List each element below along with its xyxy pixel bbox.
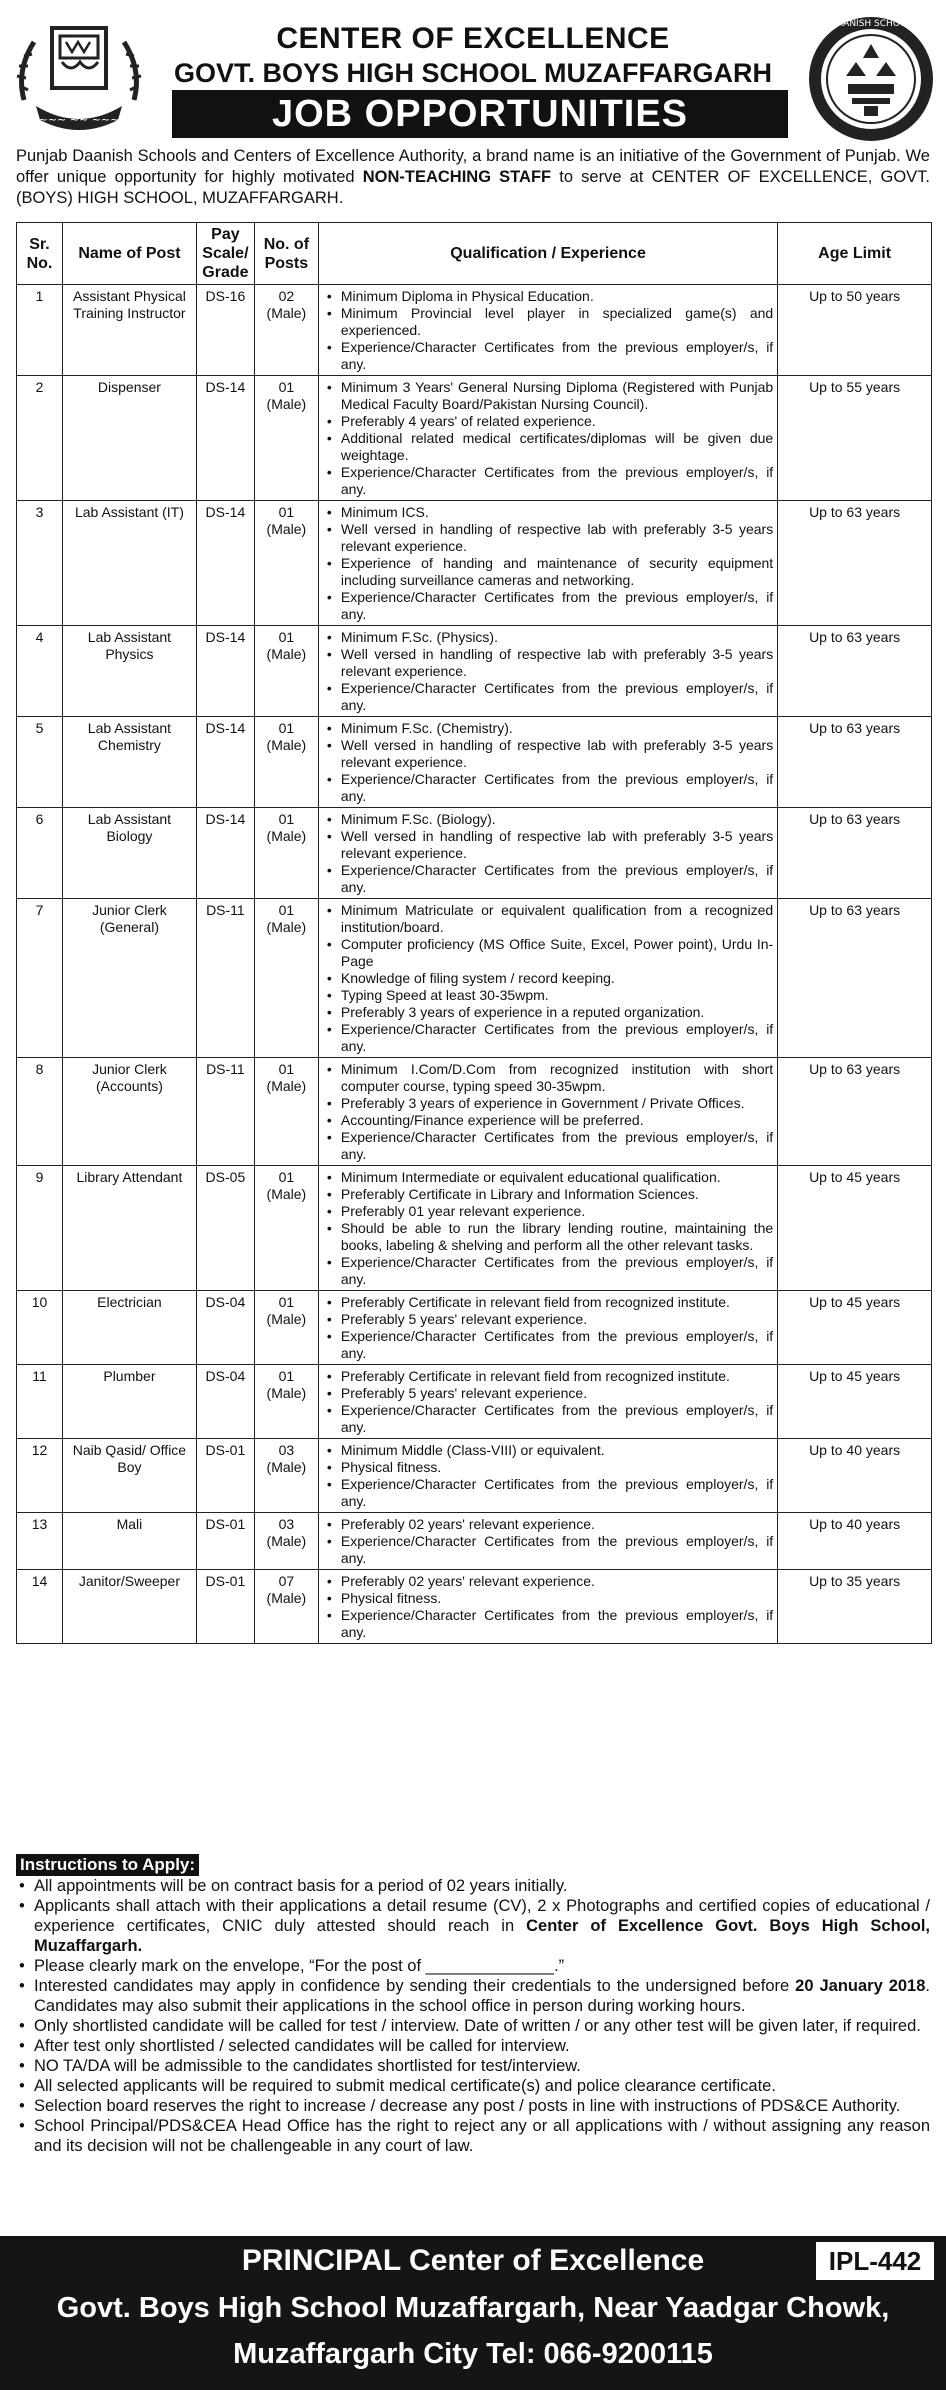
col-header-posts: No. of Posts [254, 223, 318, 285]
qualification-item: • Experience/Character Certificates from the previous employer/s, if any. [323, 1533, 773, 1567]
col-header-scale: Pay Scale/ Grade [196, 223, 254, 285]
table-row [17, 1513, 932, 1570]
cell-posts [254, 1365, 318, 1439]
job-opportunities-banner: JOB OPPORTUNITIES [172, 90, 788, 138]
cell-posts [254, 1439, 318, 1513]
table-row [17, 1570, 932, 1644]
post-count: 01 [278, 902, 295, 918]
instruction-item: • School Principal/PDS&CEA Head Office has the right to reject any or all applications with / without assigning any reason and its decision will not be challengeable in any court of law. [16, 2116, 930, 2156]
instruction-item: • NO TA/DA will be admissible to the candidates shortlisted for test/interview. [16, 2056, 930, 2076]
cell-posts [254, 1058, 318, 1166]
qualification-item: • Experience of handing and maintenance of security equipment including surveillance cameras and networking. [323, 555, 773, 589]
intro-emphasis: NON-TEACHING STAFF [362, 168, 552, 186]
cell-scale: DS-14 [196, 376, 254, 501]
cell-scale: DS-01 [196, 1570, 254, 1644]
qualification-item: • Minimum Diploma in Physical Education. [323, 288, 773, 305]
cell-age: Up to 45 years [778, 1365, 932, 1439]
table-row [17, 1166, 932, 1291]
qualification-item: • Well versed in handling of respective lab with preferably 3-5 years relevant experience. [323, 737, 773, 771]
post-gender: (Male) [266, 305, 307, 321]
school-name: GOVT. BOYS HIGH SCHOOL MUZAFFARGARH [173, 58, 773, 88]
cell-sr: 9 [17, 1166, 63, 1291]
cell-age: Up to 40 years [778, 1439, 932, 1513]
cell-age: Up to 55 years [778, 376, 932, 501]
qualification-item: • Minimum Matriculate or equivalent qualification from a recognized institution/board. [323, 902, 773, 936]
cell-sr: 10 [17, 1291, 63, 1365]
qualification-item: • Minimum Middle (Class-VIII) or equivalent. [323, 1442, 773, 1459]
qualification-item: • Minimum ICS. [323, 504, 773, 521]
table-row [17, 1058, 932, 1166]
cell-post: Lab Assistant Biology [62, 808, 196, 899]
post-gender: (Male) [266, 521, 307, 537]
instruction-item: • Interested candidates may apply in confidence by sending their credentials to the undersigned before 20 January 2018. Candidates may also submit their applications in the school office in person during working hours. [16, 1976, 930, 2016]
cell-sr: 4 [17, 626, 63, 717]
post-count: 01 [278, 629, 295, 645]
cell-scale: DS-04 [196, 1365, 254, 1439]
post-gender: (Male) [266, 1311, 307, 1327]
post-gender: (Male) [266, 1459, 307, 1475]
cell-age: Up to 63 years [778, 626, 932, 717]
table-row [17, 899, 932, 1058]
post-count: 01 [278, 1368, 295, 1384]
cell-scale: DS-04 [196, 1291, 254, 1365]
post-gender: (Male) [266, 646, 307, 662]
cell-post: Junior Clerk (Accounts) [62, 1058, 196, 1166]
cell-age: Up to 35 years [778, 1570, 932, 1644]
post-count: 01 [278, 1294, 295, 1310]
daanish-school-seal-icon [806, 14, 936, 144]
post-gender: (Male) [266, 1533, 307, 1549]
qualification-item: • Physical fitness. [323, 1459, 773, 1476]
col-header-age: Age Limit [778, 223, 932, 285]
qualification-item: • Experience/Character Certificates from the previous employer/s, if any. [323, 862, 773, 896]
cell-sr: 6 [17, 808, 63, 899]
post-gender: (Male) [266, 1078, 307, 1094]
qualification-item: • Typing Speed at least 30-35wpm. [323, 987, 773, 1004]
qualification-item: • Experience/Character Certificates from the previous employer/s, if any. [323, 1402, 773, 1436]
post-gender: (Male) [266, 1385, 307, 1401]
intro-paragraph: Punjab Daanish Schools and Centers of Excellence Authority, a brand name is an initiative of the Government of Punjab. We offer unique opportunity for highly motivated NON-TEACHING STAFF to serve at CENTER OF EXCELLENCE, GOVT. (BOYS) HIGH SCHOOL, MUZAFFARGARH. [16, 147, 931, 207]
cell-qualification [318, 1439, 777, 1513]
cell-age: Up to 63 years [778, 501, 932, 626]
qualification-item: • Experience/Character Certificates from the previous employer/s, if any. [323, 1021, 773, 1055]
qualification-item: • Preferably 4 years' of related experience. [323, 413, 773, 430]
cell-qualification [318, 285, 777, 376]
table-row [17, 501, 932, 626]
cell-posts [254, 285, 318, 376]
cell-scale: DS-16 [196, 285, 254, 376]
cell-scale: DS-11 [196, 899, 254, 1058]
cell-sr: 5 [17, 717, 63, 808]
cell-age: Up to 63 years [778, 717, 932, 808]
seal-lettering: DAANISH SCHOOL [829, 19, 913, 29]
cell-sr: 14 [17, 1570, 63, 1644]
qualification-item: • Well versed in handling of respective lab with preferably 3-5 years relevant experience. [323, 646, 773, 680]
cell-post: Assistant Physical Training Instructor [62, 285, 196, 376]
cell-posts [254, 501, 318, 626]
cell-age: Up to 63 years [778, 808, 932, 899]
cell-post: Plumber [62, 1365, 196, 1439]
footer-principal: PRINCIPAL Center of Excellence [241, 2244, 705, 2277]
cell-posts [254, 899, 318, 1058]
col-header-qualification: Qualification / Experience [318, 223, 777, 285]
post-count: 01 [278, 1061, 295, 1077]
qualification-item: • Preferably 02 years' relevant experience. [323, 1516, 773, 1533]
cell-post: Junior Clerk (General) [62, 899, 196, 1058]
qualification-item: • Preferably 01 year relevant experience. [323, 1203, 773, 1220]
cell-qualification [318, 626, 777, 717]
cell-scale: DS-05 [196, 1166, 254, 1291]
table-row [17, 717, 932, 808]
cell-qualification [318, 1365, 777, 1439]
cell-posts [254, 717, 318, 808]
qualification-item: • Preferably 02 years' relevant experience. [323, 1573, 773, 1590]
header [0, 0, 946, 146]
jobs-table-body [17, 285, 932, 1644]
cell-qualification [318, 1291, 777, 1365]
qualification-item: • Additional related medical certificates/diplomas will be given due weightage. [323, 430, 773, 464]
qualification-item: • Experience/Character Certificates from the previous employer/s, if any. [323, 771, 773, 805]
cell-post: Mali [62, 1513, 196, 1570]
cell-post: Naib Qasid/ Office Boy [62, 1439, 196, 1513]
instruction-item: • Only shortlisted candidate will be called for test / interview. Date of written / or any other test will be given later, if required. [16, 2016, 930, 2036]
qualification-item: • Preferably Certificate in relevant field from recognized institute. [323, 1368, 773, 1385]
cell-qualification [318, 501, 777, 626]
post-count: 01 [278, 811, 295, 827]
instruction-item: • All appointments will be on contract basis for a period of 02 years initially. [16, 1876, 930, 1896]
post-gender: (Male) [266, 1590, 307, 1606]
cell-posts [254, 1570, 318, 1644]
cell-age: Up to 50 years [778, 285, 932, 376]
qualification-item: • Preferably 5 years' relevant experience. [323, 1311, 773, 1328]
qualification-item: • Experience/Character Certificates from the previous employer/s, if any. [323, 1129, 773, 1163]
cell-sr: 1 [17, 285, 63, 376]
cell-qualification [318, 1058, 777, 1166]
cell-sr: 2 [17, 376, 63, 501]
cell-posts [254, 376, 318, 501]
post-count: 07 [278, 1573, 295, 1589]
instruction-item: • Please clearly mark on the envelope, “For the post of ______________.” [16, 1956, 930, 1976]
instruction-item: • All selected applicants will be required to submit medical certificate(s) and police clearance certificate. [16, 2076, 930, 2096]
instructions-title: Instructions to Apply: [16, 1854, 199, 1876]
table-row [17, 1291, 932, 1365]
qualification-item: • Preferably 3 years of experience in Government / Private Offices. [323, 1095, 773, 1112]
cell-post: Electrician [62, 1291, 196, 1365]
qualification-item: • Minimum F.Sc. (Chemistry). [323, 720, 773, 737]
cell-post: Janitor/Sweeper [62, 1570, 196, 1644]
cell-post: Lab Assistant Physics [62, 626, 196, 717]
table-row [17, 1439, 932, 1513]
qualification-item: • Experience/Character Certificates from the previous employer/s, if any. [323, 1607, 773, 1641]
cell-scale: DS-14 [196, 717, 254, 808]
cell-sr: 13 [17, 1513, 63, 1570]
qualification-item: • Preferably Certificate in Library and Information Sciences. [323, 1186, 773, 1203]
cell-scale: DS-14 [196, 808, 254, 899]
post-count: 01 [278, 1169, 295, 1185]
cell-age: Up to 45 years [778, 1166, 932, 1291]
cell-scale: DS-01 [196, 1439, 254, 1513]
post-gender: (Male) [266, 919, 307, 935]
cell-qualification [318, 1513, 777, 1570]
qualification-item: • Experience/Character Certificates from the previous employer/s, if any. [323, 1328, 773, 1362]
table-header-row [17, 223, 932, 285]
footer-address: Govt. Boys High School Muzaffargarh, Near Yaadgar Chowk, [56, 2292, 890, 2324]
table-row [17, 376, 932, 501]
table-row [17, 808, 932, 899]
table-row [17, 1365, 932, 1439]
cell-sr: 12 [17, 1439, 63, 1513]
qualification-item: • Accounting/Finance experience will be preferred. [323, 1112, 773, 1129]
table-row [17, 626, 932, 717]
qualification-item: • Preferably 3 years of experience in a reputed organization. [323, 1004, 773, 1021]
cell-post: Lab Assistant (IT) [62, 501, 196, 626]
cell-posts [254, 1513, 318, 1570]
cell-scale: DS-14 [196, 501, 254, 626]
col-header-post: Name of Post [62, 223, 196, 285]
ad-code-badge: IPL-442 [816, 2242, 934, 2280]
punjab-emblem-icon [14, 20, 144, 138]
cell-age: Up to 63 years [778, 899, 932, 1058]
cell-age: Up to 63 years [778, 1058, 932, 1166]
post-count: 01 [278, 379, 295, 395]
cell-scale: DS-11 [196, 1058, 254, 1166]
instruction-item: • Selection board reserves the right to increase / decrease any post / posts in line with instructions of PDS&CE Authority. [16, 2096, 930, 2116]
qualification-item: • Experience/Character Certificates from the previous employer/s, if any. [323, 339, 773, 373]
instruction-item: • Applicants shall attach with their applications a detail resume (CV), 2 x Photographs and certified copies of educational / experience certificates, CNIC duly attested should reach in Center of Excellence Govt. Boys High School, Muzaffargarh. [16, 1896, 930, 1956]
cell-scale: DS-01 [196, 1513, 254, 1570]
cell-post: Dispenser [62, 376, 196, 501]
cell-post: Lab Assistant Chemistry [62, 717, 196, 808]
instructions-list [16, 1876, 930, 2156]
qualification-item: • Should be able to run the library lending routine, maintaining the books, labeling & shelving and perform all the other relevant tasks. [323, 1220, 773, 1254]
svg-text:~~~ ~~ ~~~: ~~~ ~~ ~~~ [38, 113, 120, 126]
cell-qualification [318, 808, 777, 899]
post-gender: (Male) [266, 737, 307, 753]
cell-age: Up to 40 years [778, 1513, 932, 1570]
col-header-sr: Sr. No. [17, 223, 63, 285]
qualification-item: • Preferably 5 years' relevant experience. [323, 1385, 773, 1402]
cell-sr: 3 [17, 501, 63, 626]
cell-qualification [318, 717, 777, 808]
cell-qualification [318, 899, 777, 1058]
cell-sr: 8 [17, 1058, 63, 1166]
post-count: 02 [278, 288, 295, 304]
cell-posts [254, 808, 318, 899]
qualification-item: • Minimum Provincial level player in specialized game(s) and experienced. [323, 305, 773, 339]
qualification-item: • Well versed in handling of respective lab with preferably 3-5 years relevant experience. [323, 828, 773, 862]
qualification-item: • Experience/Character Certificates from the previous employer/s, if any. [323, 680, 773, 714]
qualification-item: • Minimum I.Com/D.Com from recognized institution with short computer course, typing speed 30-35wpm. [323, 1061, 773, 1095]
qualification-item: • Preferably Certificate in relevant field from recognized institute. [323, 1294, 773, 1311]
qualification-item: • Experience/Character Certificates from the previous employer/s, if any. [323, 464, 773, 498]
post-gender: (Male) [266, 828, 307, 844]
qualification-item: • Computer proficiency (MS Office Suite, Excel, Power point), Urdu In-Page [323, 936, 773, 970]
cell-sr: 7 [17, 899, 63, 1058]
post-count: 03 [278, 1442, 295, 1458]
jobs-table [16, 222, 932, 1644]
qualification-item: • Minimum F.Sc. (Physics). [323, 629, 773, 646]
qualification-item: • Minimum F.Sc. (Biology). [323, 811, 773, 828]
cell-posts [254, 1166, 318, 1291]
qualification-item: • Minimum Intermediate or equivalent educational qualification. [323, 1169, 773, 1186]
footer-city-phone: Muzaffargarh City Tel: 066-9200115 [233, 2338, 713, 2370]
footer [0, 2236, 946, 2390]
cell-posts [254, 626, 318, 717]
post-gender: (Male) [266, 396, 307, 412]
table-row [17, 285, 932, 376]
cell-post: Library Attendant [62, 1166, 196, 1291]
qualification-item: • Knowledge of filing system / record keeping. [323, 970, 773, 987]
cell-qualification [318, 1166, 777, 1291]
cell-age: Up to 45 years [778, 1291, 932, 1365]
deadline-date: 20 January 2018 [795, 1977, 926, 1995]
organization-title: CENTER OF EXCELLENCE [276, 22, 670, 55]
qualification-item: • Physical fitness. [323, 1590, 773, 1607]
cell-sr: 11 [17, 1365, 63, 1439]
qualification-item: • Experience/Character Certificates from the previous employer/s, if any. [323, 1254, 773, 1288]
post-count: 01 [278, 720, 295, 736]
cell-posts [254, 1291, 318, 1365]
cell-qualification [318, 1570, 777, 1644]
post-gender: (Male) [266, 1186, 307, 1202]
cell-qualification [318, 376, 777, 501]
post-count: 03 [278, 1516, 295, 1532]
qualification-item: • Experience/Character Certificates from the previous employer/s, if any. [323, 589, 773, 623]
qualification-item: • Well versed in handling of respective lab with preferably 3-5 years relevant experience. [323, 521, 773, 555]
post-count: 01 [278, 504, 295, 520]
cell-scale: DS-14 [196, 626, 254, 717]
qualification-item: • Minimum 3 Years' General Nursing Diploma (Registered with Punjab Medical Faculty Board/Pakistan Nursing Council). [323, 379, 773, 413]
instruction-item: • After test only shortlisted / selected candidates will be called for interview. [16, 2036, 930, 2056]
qualification-item: • Experience/Character Certificates from the previous employer/s, if any. [323, 1476, 773, 1510]
